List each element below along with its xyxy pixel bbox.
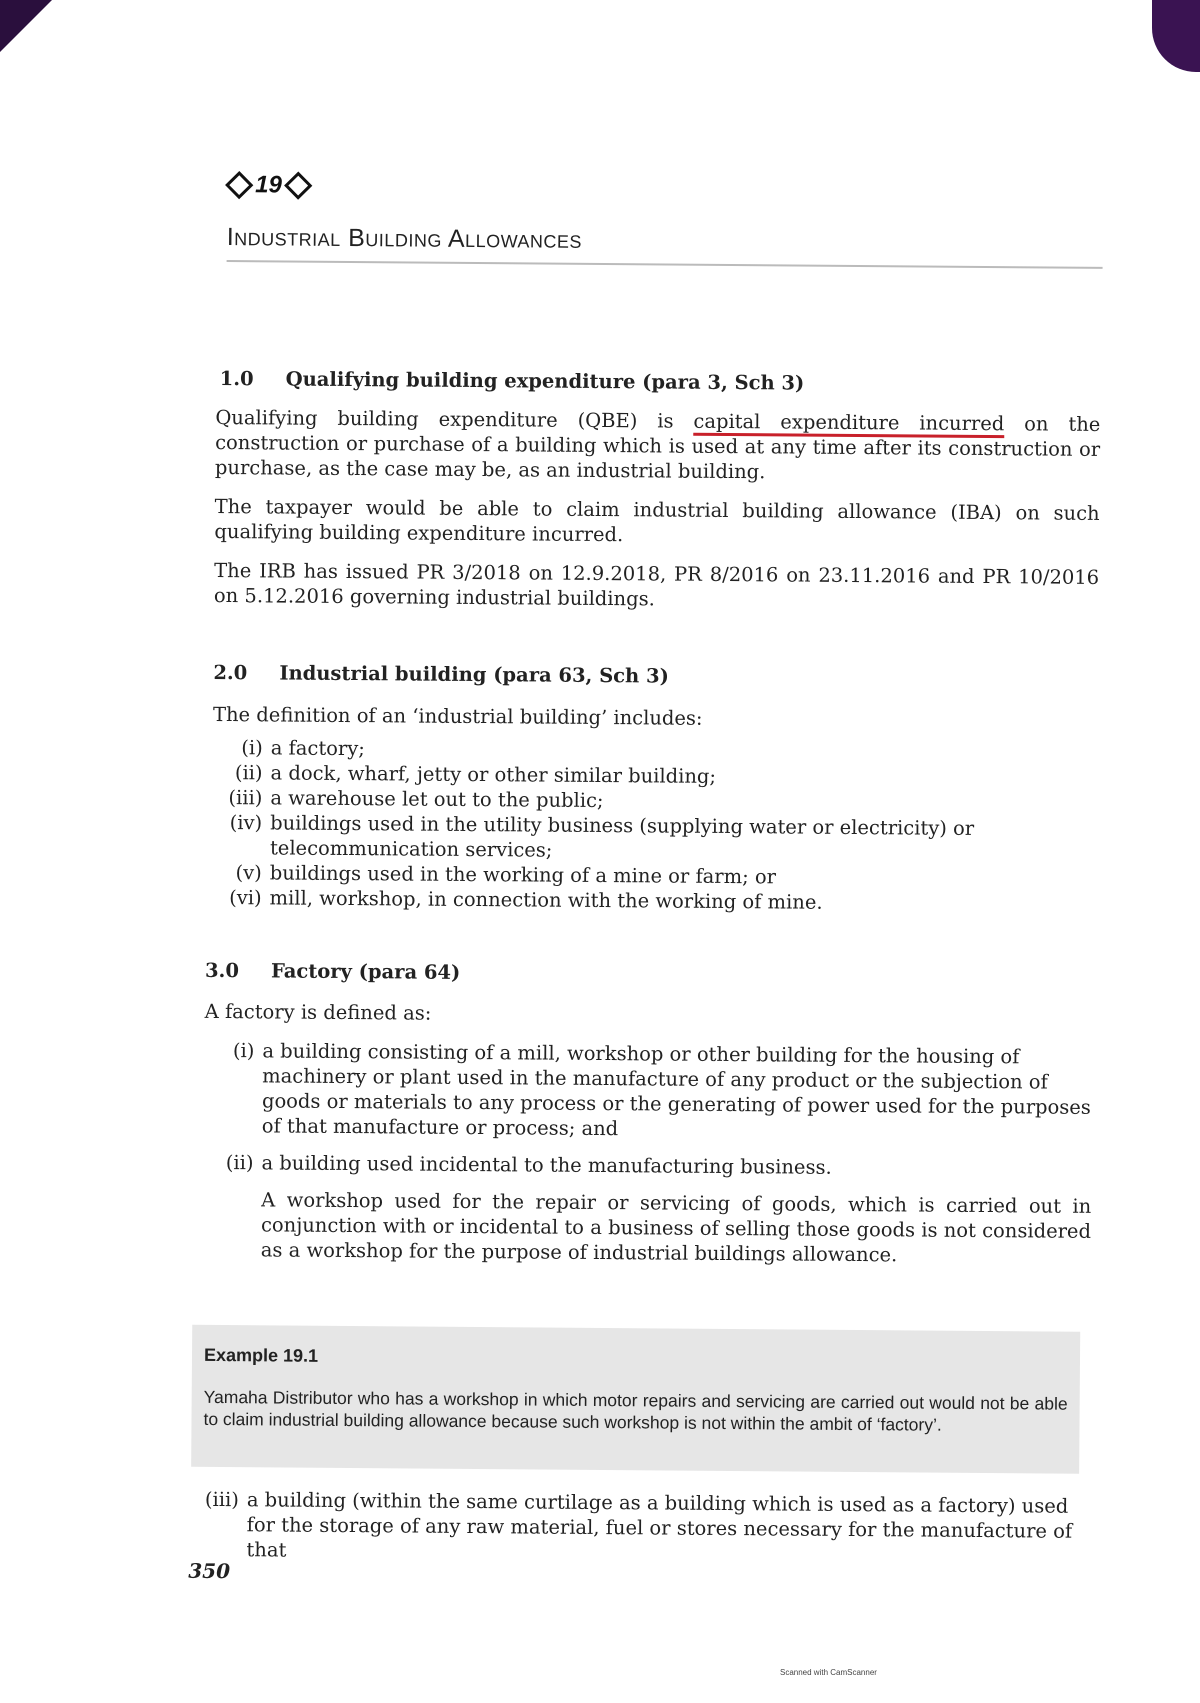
section-2-body — [212, 702, 1099, 917]
example-box — [191, 1325, 1080, 1474]
example-text: Yamaha Distributor who has a workshop in which motor repairs and servicing are carried out would not be able to claim industrial building allowance because such workshop is not within the ambit of ‘factory’. — [203, 1386, 1068, 1435]
list-item: (ii) a building used incidental to the manufacturing business. — [225, 1151, 832, 1179]
paragraph: The taxpayer would be able to claim industrial building allowance (IBA) on such qualifying building expenditure incurred. — [214, 494, 1100, 547]
list-item: (i) a factory; — [241, 736, 365, 761]
list-item: (iii) a building (within the same curtilage as a building which is used as a factory) used for the storage of any raw material, fuel or stores necessary for the manufacture of that — [204, 1487, 1073, 1562]
list-item: (v) buildings used in the working of a mine or farm; or — [235, 861, 777, 889]
section-number: 2.0 — [213, 660, 248, 685]
chapter-title: Industrial Building Allowances — [227, 223, 1103, 269]
paragraph: A factory is defined as: — [204, 999, 432, 1025]
red-underline-annotation: capital expenditure incurred — [693, 410, 1004, 438]
paragraph: Qualifying building expenditure (QBE) is capital expenditure incurred on the construction or purchase of a building which is used at any time after its construction or purchase, as the case may be, as an industrial building. — [214, 405, 1101, 484]
list-item: (i) a building consisting of a mill, workshop or other building for the housing of machinery or plant used in the manufacture of any product or the subjection of goods or materials to any process or the generating of power used for the purposes of that manufacture or process; and — [232, 1039, 1091, 1141]
list-item: (ii) a dock, wharf, jetty or other similar building; — [234, 761, 717, 788]
section-title: Qualifying building expenditure (para 3, Sch 3) — [285, 367, 805, 395]
section-1-heading — [220, 367, 805, 395]
paragraph: The definition of an ‘industrial building’ includes: — [212, 702, 703, 730]
section-2-heading — [213, 661, 669, 688]
example-title: Example 19.1 — [203, 1344, 319, 1366]
section-title: Factory (para 64) — [270, 959, 461, 984]
list-item: (vi) mill, workshop, in connection with the working of mine. — [229, 886, 823, 914]
page-number: 350 — [188, 1558, 231, 1584]
section-3-heading — [205, 959, 460, 984]
diamond-icon — [284, 171, 312, 199]
chapter-number: 19 — [255, 171, 283, 199]
diamond-icon — [225, 171, 253, 199]
section-number: 1.0 — [219, 366, 254, 391]
section-number: 3.0 — [204, 958, 240, 983]
section-3-continued — [194, 1487, 1083, 1569]
scanner-watermark: Scanned with CamScanner — [780, 1668, 877, 1677]
factory-definition-list-continued — [194, 1487, 1083, 1569]
industrial-building-list — [218, 735, 1098, 917]
list-item: (iii) a warehouse let out to the public; — [228, 786, 604, 813]
section-3-body — [203, 999, 1093, 1269]
list-item: (iv) buildings used in the utility business (supplying water or electricity) or telecommunication services; — [229, 811, 975, 862]
factory-definition-list — [209, 1038, 1092, 1182]
section-1-body — [214, 405, 1101, 615]
note-paragraph: A workshop used for the repair or servicing of goods, which is carried out in conjunction with or incidental to a business of selling those goods is not considered as a workshop for the purpose of industrial buildings allowance. — [260, 1188, 1092, 1267]
chapter-number-mark — [229, 171, 308, 200]
paragraph: The IRB has issued PR 3/2018 on 12.9.2018, PR 8/2016 on 23.11.2016 and PR 10/2016 on 5.12.2016 governing industrial buildings. — [213, 558, 1100, 611]
section-title: Industrial building (para 63, Sch 3) — [279, 661, 669, 688]
